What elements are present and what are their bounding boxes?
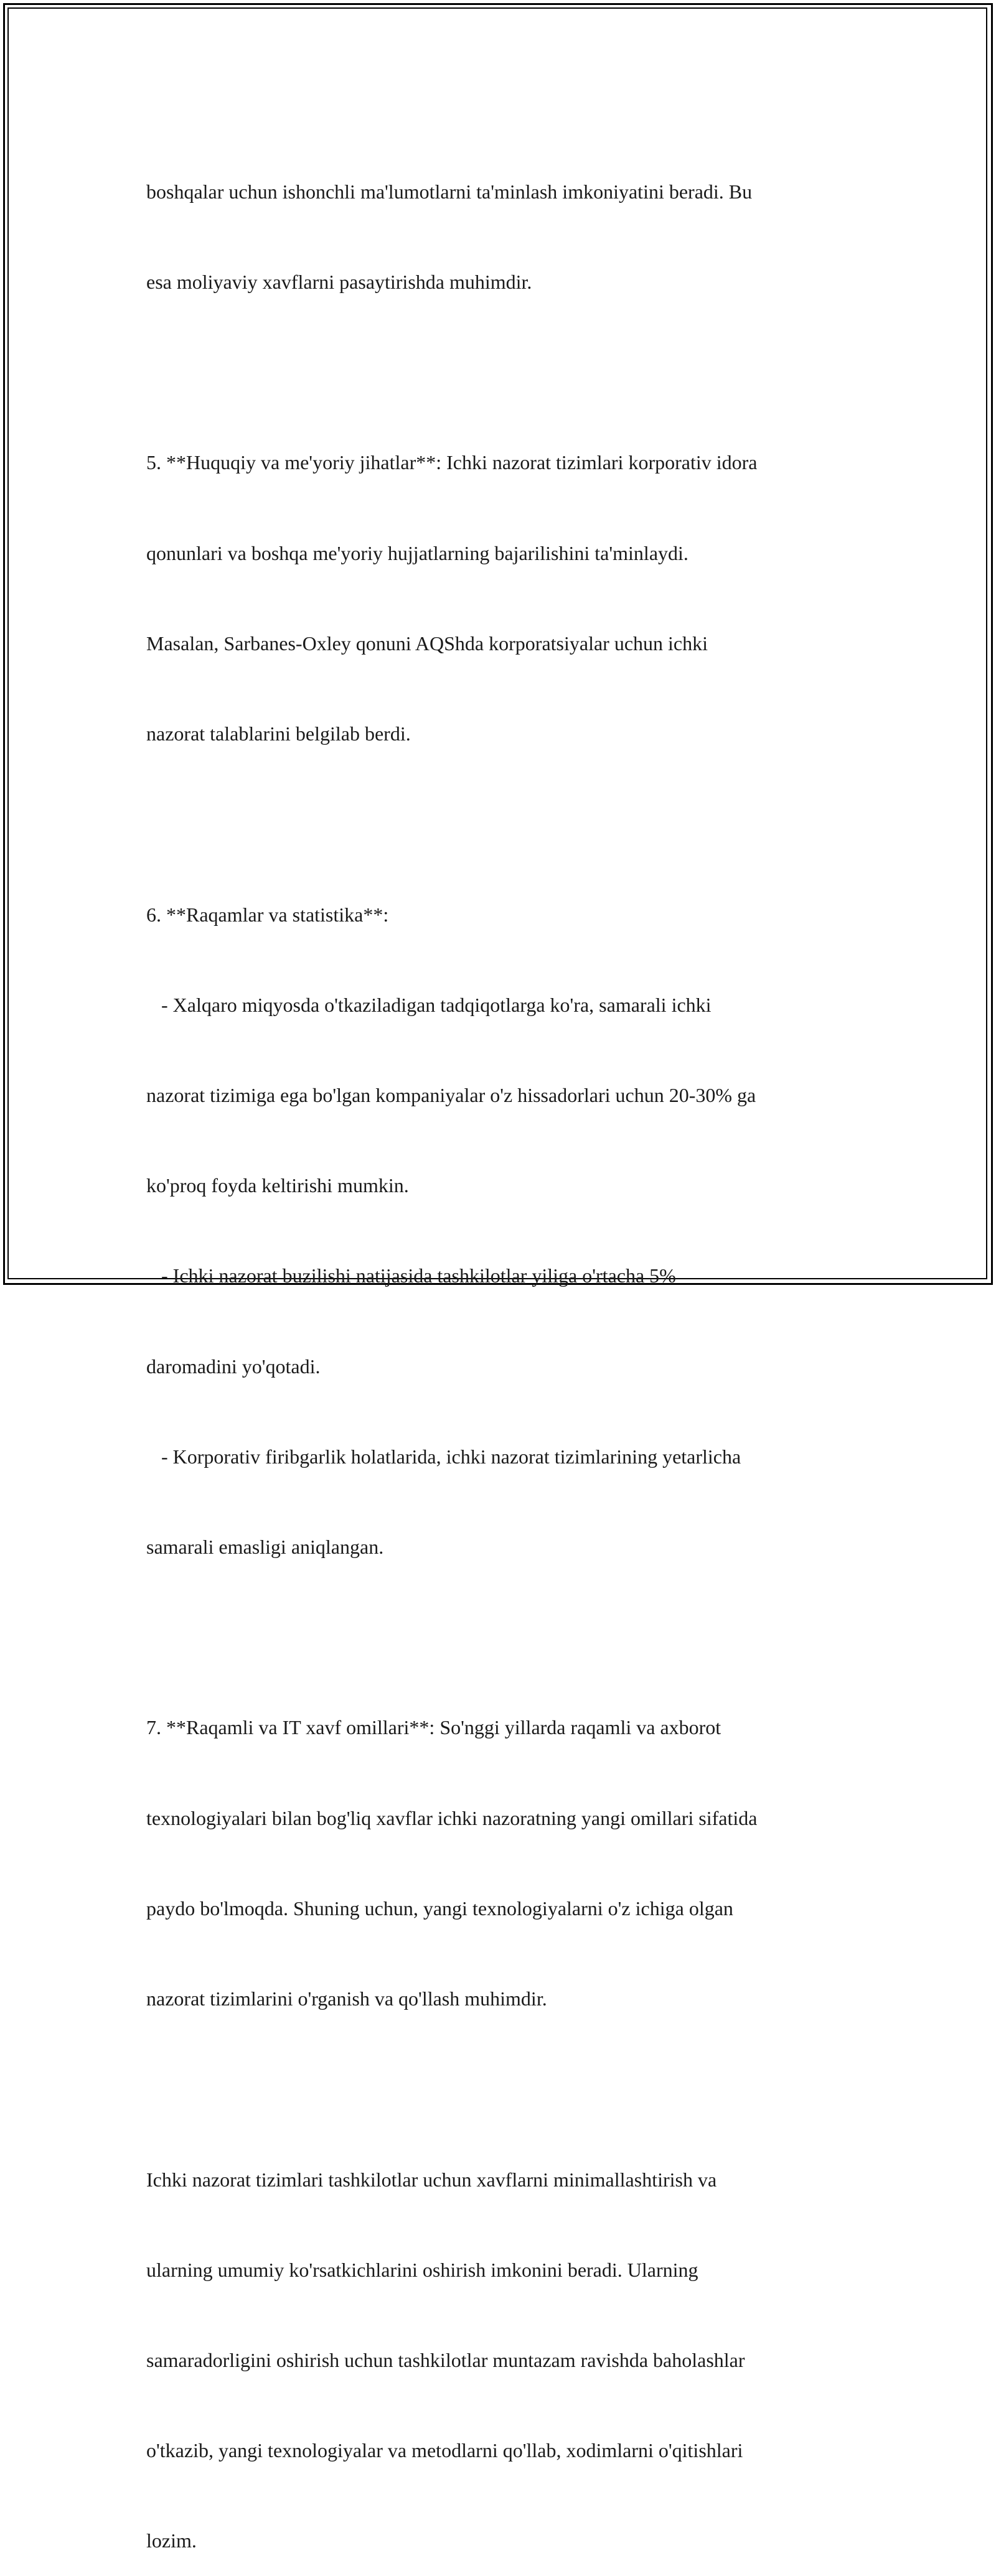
text-line: - Xalqaro miqyosda o'tkaziladigan tadqiqotlarga ko'ra, samarali ichki (146, 993, 712, 1016)
text-line: ko'proq foyda keltirishi mumkin. (146, 1174, 409, 1197)
document-body (146, 116, 856, 2576)
text-line: qonunlari va boshqa me'yoriy hujjatlarning bajarilishini ta'minlaydi. (146, 541, 688, 564)
text-line: - Korporativ firibgarlik holatlarida, ichki nazorat tizimlarining yetarlicha (146, 1445, 741, 1468)
text-line: nazorat tizimiga ega bo'lgan kompaniyalar o'z hissadorlari uchun 20-30% ga (146, 1083, 756, 1106)
text-line: paydo bo'lmoqda. Shuning uchun, yangi texnologiyalarni o'z ichiga olgan (146, 1897, 733, 1920)
text-line: samaradorligini oshirish uchun tashkilotlar muntazam ravishda baholashlar (146, 2349, 745, 2371)
text-line: o'tkazib, yangi texnologiyalar va metodlarni qo'llab, xodimlarni o'qitishlari (146, 2439, 743, 2462)
text-line: samarali emasligi aniqlangan. (146, 1536, 384, 1559)
text-line: daromadini yo'qotadi. (146, 1355, 321, 1378)
text-line: 5. **Huquqiy va me'yoriy jihatlar**: Ichki nazorat tizimlari korporativ idora (146, 451, 758, 474)
text-line: ularning umumiy ko'rsatkichlarini oshirish imkonini beradi. Ularning (146, 2258, 698, 2281)
text-line: nazorat talablarini belgilab berdi. (146, 722, 411, 745)
paragraph-gap (146, 357, 856, 387)
paragraph-gap (146, 809, 856, 839)
paragraph-gap (146, 1622, 856, 1652)
text-line: boshqalar uchun ishonchli ma'lumotlarni ta'minlash imkoniyatini beradi. Bu (146, 180, 753, 203)
text-line: esa moliyaviy xavflarni pasaytirishda muhimdir. (146, 271, 532, 294)
text-line: Ichki nazorat tizimlari tashkilotlar uchun xavflarni minimallashtirish va (146, 2168, 717, 2191)
text-line: - Ichki nazorat buzilishi natijasida tashkilotlar yiliga o'rtacha 5% (146, 1264, 676, 1287)
text-line: 7. **Raqamli va IT xavf omillari**: So'nggi yillarda raqamli va axborot (146, 1716, 721, 1739)
text-line: nazorat tizimlarini o'rganish va qo'llash muhimdir. (146, 1987, 547, 2010)
text-line: 6. **Raqamlar va statistika**: (146, 903, 389, 926)
text-line: lozim. (146, 2529, 197, 2552)
paragraph-gap (146, 2074, 856, 2104)
text-line: Masalan, Sarbanes-Oxley qonuni AQShda korporatsiyalar uchun ichki (146, 632, 708, 655)
text-line: texnologiyalari bilan bog'liq xavflar ichki nazoratning yangi omillari sifatida (146, 1806, 758, 1829)
